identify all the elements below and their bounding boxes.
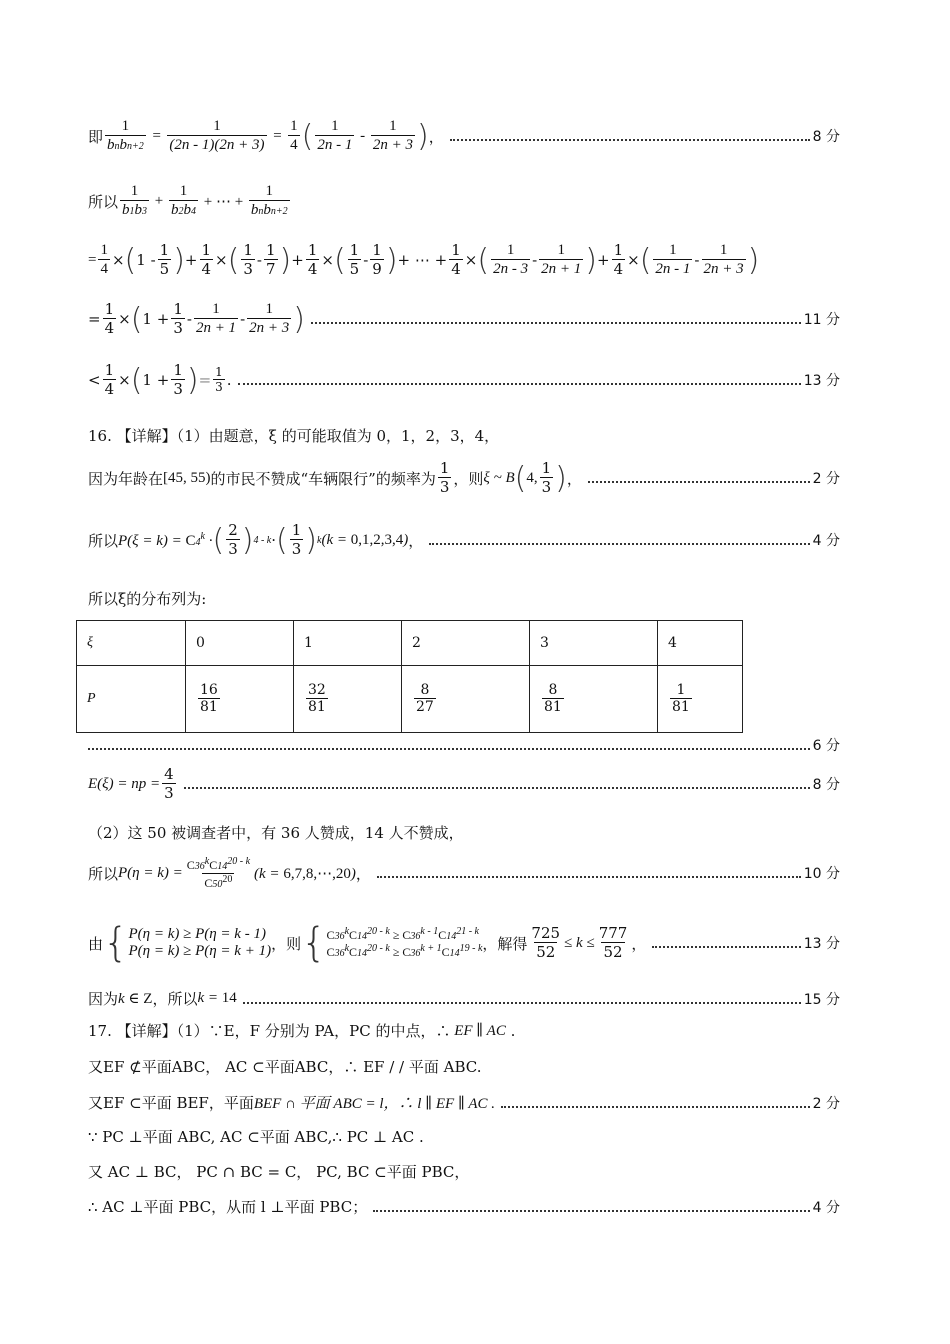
text: （2）这 50 被调查者中，有 36 人赞成，14 人不赞成， [88, 824, 464, 842]
score-label: 13 分 [803, 373, 840, 390]
table-cell: 0 [186, 621, 294, 666]
text: ，所以 [152, 990, 198, 1008]
text: 由 [88, 934, 104, 953]
text: 所以 [88, 531, 119, 550]
fraction: $\frac{1}{4}$ [104, 361, 115, 399]
fraction: $\frac{1}{3}$ [173, 361, 183, 399]
fraction: $\frac{8}{27}$ [416, 682, 434, 716]
table-cell [294, 666, 402, 733]
fraction: $\frac{8}{81}$ [544, 682, 562, 716]
line-binomial-pmf: 所以 $P(\xi = k) = C4^k$ · ( $\frac{2}{3}$ ) 4 - k · ( $\frac{1}{3}$ ) k (k = 0,1,2,3,4) ， 4 分 [88, 521, 840, 559]
score-label: 15 分 [803, 991, 840, 1008]
table-cell: ξ [77, 621, 186, 666]
table-cell [658, 666, 743, 733]
text: ，则 [453, 469, 484, 488]
table-cell: 4 [658, 621, 743, 666]
fraction: $\frac{1}{4}$ [201, 241, 212, 279]
line-distribution-caption [88, 588, 840, 609]
text: 又EF ⊂平面 BEF，平面 [88, 1094, 254, 1112]
dot-leader [238, 383, 801, 385]
fraction: $\frac{1}{4}$ [290, 118, 298, 154]
dot-leader [311, 322, 801, 324]
fraction: $\frac{1}{2n + 1}$ [195, 301, 237, 337]
text: 又EF ⊄平面ABC， AC ⊂平面ABC，∴ EF / / 平面 ABC. [88, 1058, 482, 1076]
text: 因为 [88, 990, 119, 1008]
line-table-score [88, 735, 840, 755]
fraction: $\frac{1}{4}$ [100, 242, 108, 278]
table-cell: 1 [294, 621, 402, 666]
line-simplified-sum: = $\frac{1}{4}$ × ( 1 + $\frac{1}{3}$ - $\frac{1}{2n + 1}$ - $\frac{1}{2n + 3}$ ) 11 分 [88, 300, 840, 338]
dot-leader [588, 481, 810, 483]
fraction: $\frac{1}{2n + 3}$ [703, 242, 744, 278]
line-17-perpendicular [88, 1126, 840, 1147]
text: 17. 【详解】（1）∵E，F 分别为 PA，PC 的中点，∴ [88, 1022, 451, 1040]
text: . [226, 371, 232, 390]
score-label: 13 分 [803, 936, 840, 952]
dot-leader [88, 748, 810, 750]
fraction: $\frac{1}{5}$ [349, 241, 360, 279]
question-17-heading: 17. 【详解】（1）∵E，F 分别为 PA，PC 的中点，∴ EF ∥ AC . [88, 1021, 516, 1040]
fraction: $\frac{1}{b2b4}$ [170, 183, 196, 219]
dot-leader [184, 787, 810, 789]
score-label: 11 分 [803, 312, 840, 329]
text: 因为年龄在 [88, 469, 164, 488]
fraction: $\frac{1}{3}$ [215, 364, 223, 395]
fraction: $\frac{16}{81}$ [200, 682, 218, 716]
text: ，解得 [482, 934, 528, 953]
text: ， [428, 127, 444, 146]
dot-leader [450, 139, 810, 141]
line-max-condition: 由 { P(η = k) ≥ P(η = k - 1) P(η = k) ≥ P(η = k + 1) ，则 { $C36^kC14^{20 - k} \ge C36^{k - 1}C14^{21 - k}$ $C36^kC14^{20 - k} \ge C36^{k + 1}C14^{19 - k}$ ，解得 $\frac{725}{52}$ ≤ k ≤ $\frac{777}{52}$ ， 13 分 [88, 920, 840, 966]
table-cell [530, 666, 658, 733]
text: ， [408, 531, 424, 550]
fraction: $\frac{1}{4}$ [451, 241, 461, 279]
dot-leader [243, 1002, 801, 1004]
fraction: $\frac{777}{52}$ [598, 923, 628, 962]
table-cell [402, 666, 530, 733]
fraction: $\frac{1}{2n - 1}$ [655, 242, 691, 278]
score-label: 2 分 [812, 1095, 840, 1112]
fraction: $\frac{1}{3}$ [243, 241, 253, 279]
text: ， [566, 469, 582, 488]
dot-leader [373, 1210, 809, 1212]
fraction: $\frac{1}{2n + 3}$ [249, 301, 290, 337]
text: 又 AC ⊥ BC， PC ∩ BC = C， PC, BC ⊂平面 PBC， [88, 1163, 470, 1181]
distribution-table [76, 620, 743, 733]
fraction: $\frac{1}{2n - 3}$ [493, 242, 529, 278]
text: 16. 【详解】（1）由题意，ξ 的可能取值为 0，1，2，3，4， [88, 427, 500, 445]
fraction: $\frac{1}{\text{bnbn+2}}$ [250, 183, 288, 219]
line-integer-conclusion: 因为 k ∈ Z ，所以 k = 14 15 分 [88, 990, 840, 1008]
table-cell: P [77, 666, 186, 733]
text: ∵ PC ⊥平面 ABC, AC ⊂平面 ABC,∴ PC ⊥ AC . [88, 1128, 424, 1146]
fraction: $\frac{1}{81}$ [672, 682, 690, 716]
score-label: 8 分 [812, 129, 840, 146]
fraction: $\frac{1}{\text{bnbn+2}}$ [107, 118, 144, 154]
line-part-two-intro [88, 822, 840, 843]
fraction: $\frac{32}{81}$ [308, 682, 326, 716]
dot-leader [377, 876, 801, 878]
question-16-heading [88, 425, 840, 446]
line-17-parallel [88, 1056, 840, 1077]
fraction: $\frac{1}{2n - 1}$ [317, 118, 353, 154]
line-17-conclusion [88, 1196, 840, 1217]
fraction: $\frac{1}{2n + 3}$ [372, 118, 413, 154]
table-row [77, 666, 743, 733]
text: 的市民不赞成“车辆限行”的频率为 [210, 469, 436, 488]
fraction: $\frac{1}{4}$ [613, 241, 624, 279]
text: ∴ AC ⊥平面 PBC，从而 l ⊥平面 PBC； [88, 1198, 368, 1216]
fraction: $\frac{1}{3}$ [173, 300, 183, 338]
line-b-reciprocal: 即 $\frac{1}{\text{bnbn+2}}$ = $\frac{1}{(2n - 1)(2n + 3)}$ = $\frac{1}{4}$ ( $\frac{1}{2n - 1}$ - $\frac{1}{2n + 3}$ ) ， 8 分 [88, 118, 840, 154]
dot-leader [501, 1106, 810, 1108]
score-label: 4 分 [812, 533, 840, 550]
fraction: $\frac{1}{b1b3}$ [122, 183, 148, 219]
text: 即 [88, 127, 104, 146]
line-sum-expression: 所以 $\frac{1}{b1b3}$ + $\frac{1}{b2b4}$ + ⋯ + $\frac{1}{\text{bnbn+2}}$ [88, 183, 288, 219]
line-binomial-setup: 因为年龄在 [45, 55) 的市民不赞成“车辆限行”的频率为 $\frac{1}{3}$ ，则 ξ ~ B ( 4, $\frac{1}{3}$ ) ， 2 分 [88, 459, 840, 497]
fraction: $\frac{1}{3}$ [439, 459, 450, 497]
fraction: $\frac{1}{3}$ [291, 521, 302, 559]
score-label: 10 分 [803, 866, 840, 883]
fraction: $\frac{1}{4}$ [104, 300, 115, 338]
text: ，则 [271, 934, 302, 953]
line-inequality-bound: < $\frac{1}{4}$ × ( 1 + $\frac{1}{3}$ ) = $\frac{1}{3}$ . 13 分 [88, 361, 840, 399]
math-text: BEF ∩ 平面 ABC = l，∴ l ∥ EF ∥ AC . [253, 1096, 496, 1112]
text: 所以ξ的分布列为: [88, 590, 207, 608]
table-cell [186, 666, 294, 733]
text: 所以 [88, 864, 119, 883]
line-expectation: E(ξ) = np = $\frac{4}{3}$ 8 分 [88, 765, 840, 803]
score-label: 2 分 [812, 471, 840, 488]
line-17-intersection [88, 1092, 840, 1113]
table-cell: 3 [530, 621, 658, 666]
line-hypergeometric: 所以 P(η = k) = $\frac{C36^kC14^{20 - k}}{C50^{20}}$ (k = 6,7,8,⋯,20) ， 10 分 [88, 856, 840, 890]
fraction: $\frac{1}{5}$ [159, 241, 170, 279]
score-label: 4 分 [812, 1199, 840, 1216]
dot-leader [652, 946, 800, 948]
fraction: $\frac{1}{2n + 1}$ [541, 242, 582, 278]
fraction: $\frac{1}{9}$ [372, 241, 382, 279]
table-cell: 2 [402, 621, 530, 666]
score-label: 6 分 [812, 738, 840, 754]
fraction: $\frac{1}{(2n - 1)(2n + 3)}$ [169, 118, 265, 154]
fraction: $\frac{2}{3}$ [228, 521, 238, 559]
fraction: $\frac{1}{4}$ [307, 241, 318, 279]
table-row [77, 621, 743, 666]
text: ， [631, 934, 647, 953]
fraction: $\frac{1}{7}$ [265, 241, 276, 279]
line-17-bc [88, 1161, 840, 1182]
line-telescoping-expansion: = $\frac{1}{4}$ × ( 1 - $\frac{1}{5}$ ) + $\frac{1}{4}$ × ( $\frac{1}{3}$ - $\frac{1}{7}$ ) + $\frac{1}{4}$ × ( $\frac{1}{5}$ - $\frac{1}{9}$ ) + ⋯ + $\frac{1}{4}$ × ( $\frac{1}{2n - 3}$ - $\frac{1}{2n + 1}$ ) + $\frac{1}{4}$ × ( $\frac{1}{2n - 1}$ - $\frac{1}{2n + 3}$ ) [88, 241, 760, 279]
text: 所以 [88, 192, 119, 211]
text: ， [355, 864, 371, 883]
fraction: $\frac{C36^kC14^{20 - k}}{C50^{20}}$ [186, 856, 251, 890]
score-label: 8 分 [812, 777, 840, 794]
dot-leader [429, 543, 809, 545]
fraction: $\frac{1}{3}$ [541, 459, 552, 497]
fraction: $\frac{725}{52}$ [531, 923, 561, 962]
fraction: $\frac{4}{3}$ [164, 765, 174, 803]
